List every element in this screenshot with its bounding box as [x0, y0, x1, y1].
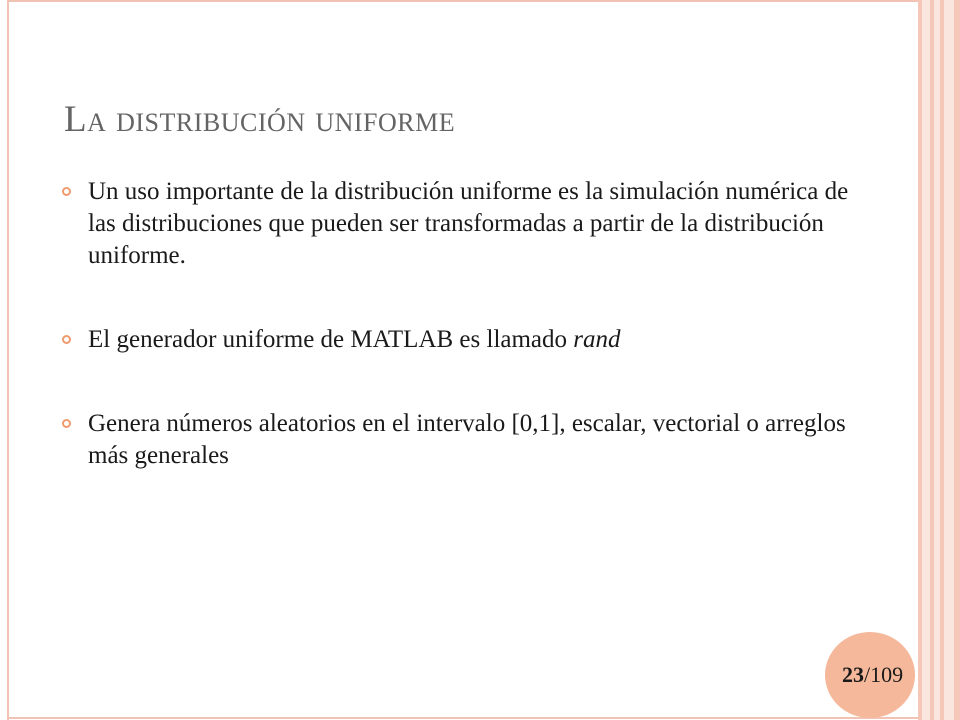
bottom-border-line [8, 717, 918, 719]
bullet-item [62, 176, 852, 272]
bullet-item [62, 408, 852, 472]
right-stripe [954, 0, 960, 720]
slide-title: La distribución uniforme [64, 99, 456, 140]
circle-bullet-icon [62, 419, 71, 428]
circle-bullet-icon [62, 335, 71, 344]
right-stripe [922, 0, 930, 720]
page-total: /109 [864, 662, 904, 687]
right-stripe [944, 0, 954, 720]
page-current: 23 [842, 662, 864, 687]
page-number [842, 662, 903, 688]
circle-bullet-icon [62, 187, 71, 196]
bullet-italic-text: rand [573, 326, 621, 353]
bullet-text: Un uso importante de la distribución uniforme es la simulación numérica de las distribuciones que pueden ser transformadas a partir de la distribución uniforme. [88, 178, 849, 269]
bullet-text: Genera números aleatorios en el intervalo [0,1], escalar, vectorial o arreglos más generales [88, 410, 846, 469]
bullet-text: El generador uniforme de MATLAB es llamado [88, 326, 574, 353]
bullet-list [62, 176, 852, 524]
bullet-item [62, 324, 852, 356]
top-border-line [8, 0, 918, 2]
left-border-line [7, 0, 9, 720]
